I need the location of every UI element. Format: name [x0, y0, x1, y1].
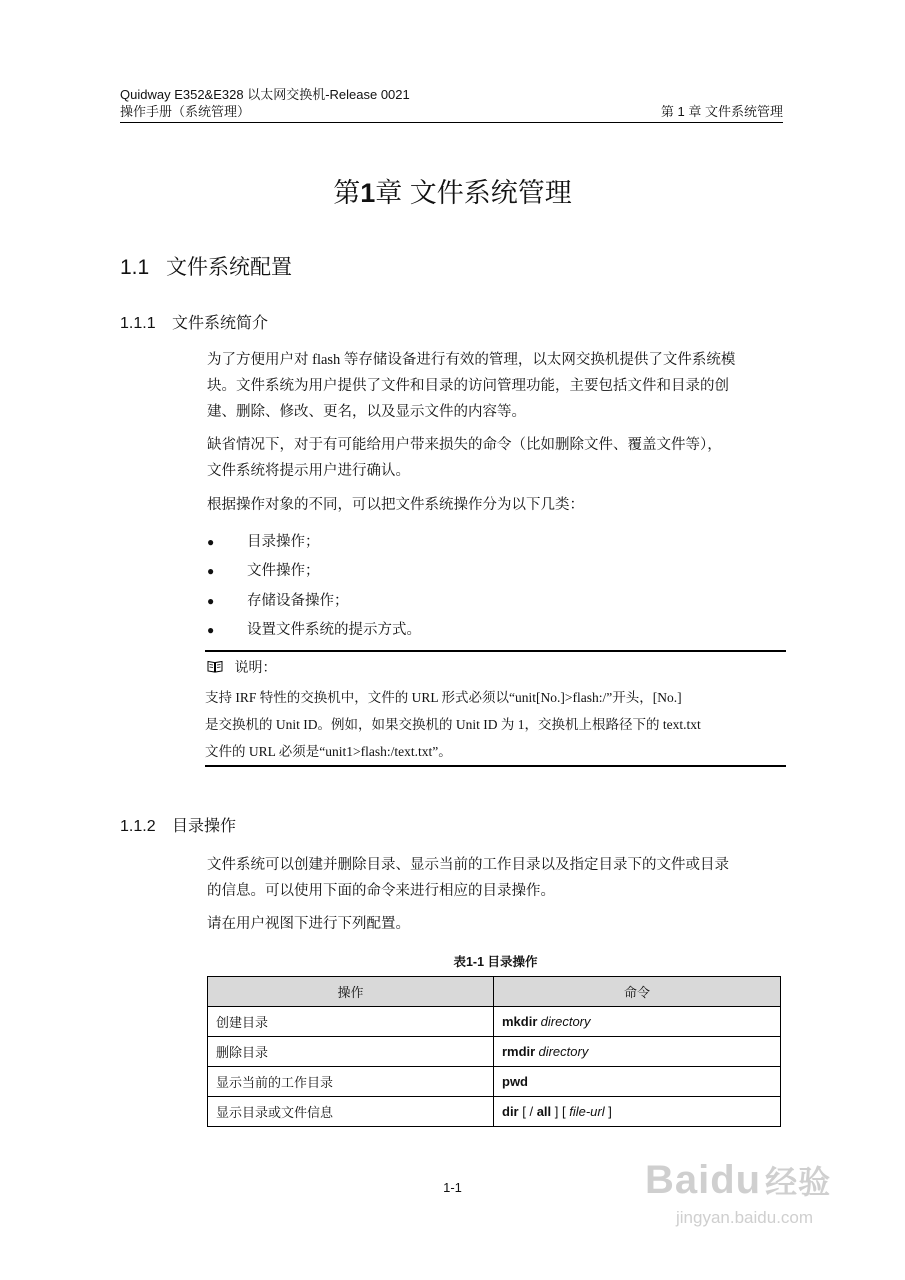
text-line: 的信息。可以使用下面的命令来进行相应的目录操作。: [207, 883, 555, 899]
header-rule: [120, 122, 783, 123]
section-title: 文件系统简介: [172, 315, 269, 332]
bullet-item: [207, 620, 421, 640]
op-cell: 创建目录: [208, 1007, 494, 1037]
cmd-syntax: [ /: [518, 1103, 537, 1119]
cmd-argument: file-url: [569, 1103, 605, 1119]
cmd-keyword-all: all: [536, 1103, 552, 1119]
bullet-item: [207, 561, 320, 581]
note-label: 说明：: [234, 661, 277, 676]
cmd-argument: directory: [540, 1013, 591, 1029]
bullet-item: [207, 591, 349, 611]
table-row: [208, 1037, 781, 1067]
bullet-dot-icon: ●: [207, 535, 215, 549]
note-heading: [207, 659, 277, 679]
note-top-rule: [205, 650, 786, 652]
text-line: 支持 IRF 特性的交换机中，文件的 URL 形式必须以“unit[No.]>flash:/”开头，[No.]: [205, 690, 682, 705]
note-bottom-rule: [205, 765, 786, 767]
book-icon: [207, 660, 223, 673]
watermark-url: jingyan.baidu.com: [676, 1208, 814, 1227]
table-row: [208, 1007, 781, 1037]
cmd-keyword: pwd: [502, 1073, 528, 1089]
text-line: 建、删除、修改、更名，以及显示文件的内容等。: [207, 404, 526, 420]
page-number: 1-1: [443, 1180, 462, 1195]
bullet-text: 设置文件系统的提示方式。: [247, 622, 421, 638]
section-number: 1.1.2: [120, 818, 156, 835]
command-table: [207, 976, 781, 1127]
text-line: 文件系统可以创建并删除目录、显示当前的工作目录以及指定目录下的文件或目录: [207, 857, 729, 873]
table-header-row: [208, 977, 781, 1007]
text-line: 文件系统将提示用户进行确认。: [207, 463, 410, 479]
cmd-cell: [494, 1007, 781, 1037]
text-line: 缺省情况下，对于有可能给用户带来损失的命令（比如删除文件、覆盖文件等），: [207, 437, 722, 453]
watermark-logo: [645, 1158, 831, 1204]
text-line: 为了方便用户对 flash 等存储设备进行有效的管理，以太网交换机提供了文件系统模: [207, 352, 736, 368]
op-cell: 删除目录: [208, 1037, 494, 1067]
bullet-text: 目录操作；: [247, 534, 320, 550]
section-1-1-heading: [120, 254, 292, 282]
cmd-syntax: ] [: [551, 1103, 570, 1119]
intro-paragraph-3: 根据操作对象的不同，可以把文件系统操作分为以下几类：: [207, 497, 584, 513]
note-body: [205, 684, 785, 765]
cmd-cell: [494, 1067, 781, 1097]
dir-paragraph-2: 请在用户视图下进行下列配置。: [207, 916, 410, 932]
section-title: 目录操作: [172, 818, 237, 835]
section-number: 1.1: [120, 256, 150, 279]
section-1-1-2-heading: [120, 816, 236, 838]
text-line: 文件的 URL 必须是“unit1>flash:/text.txt”。: [205, 744, 452, 759]
bullet-dot-icon: ●: [207, 623, 215, 637]
bullet-dot-icon: ●: [207, 594, 215, 608]
bullet-text: 文件操作；: [247, 563, 320, 579]
cmd-keyword: mkdir: [502, 1013, 538, 1029]
bullet-dot-icon: ●: [207, 564, 215, 578]
section-title: 文件系统配置: [166, 256, 292, 279]
watermark-brand: Baidu: [645, 1158, 762, 1202]
op-cell: 显示目录或文件信息: [208, 1097, 494, 1127]
cmd-keyword: dir: [502, 1103, 519, 1119]
table-row: [208, 1097, 781, 1127]
header-cell-command: 命令: [494, 977, 781, 1007]
table-caption: 表1-1 目录操作: [453, 955, 538, 969]
chapter-title: [0, 175, 905, 211]
cmd-cell: [494, 1097, 781, 1127]
dir-paragraph-1: [207, 852, 784, 904]
header-manual: 操作手册（系统管理）: [120, 104, 251, 119]
cmd-cell: [494, 1037, 781, 1067]
cmd-argument: directory: [538, 1043, 589, 1059]
intro-paragraph-2: [207, 432, 784, 484]
bullet-item: [207, 532, 320, 552]
intro-paragraph-1: [207, 347, 784, 425]
text-line: 是交换机的 Unit ID。例如，如果交换机的 Unit ID 为 1，交换机上根路径下的 text.txt: [205, 717, 701, 732]
header-product: Quidway E352&E328 以太网交换机-Release 0021: [120, 87, 410, 102]
table-row: [208, 1067, 781, 1097]
header-cell-operation: 操作: [208, 977, 494, 1007]
cmd-syntax: ]: [604, 1103, 612, 1119]
chapter-number: 1: [360, 178, 376, 208]
cmd-keyword: rmdir: [502, 1043, 536, 1059]
header-chapter-ref: 第 1 章 文件系统管理: [660, 104, 783, 119]
op-cell: 显示当前的工作目录: [208, 1067, 494, 1097]
text-line: 块。文件系统为用户提供了文件和目录的访问管理功能，主要包括文件和目录的创: [207, 378, 729, 394]
chapter-prefix: 第: [333, 178, 361, 208]
chapter-suffix: 章 文件系统管理: [375, 178, 572, 208]
watermark-cn: 经验: [765, 1164, 832, 1200]
bullet-text: 存储设备操作；: [247, 593, 349, 609]
section-1-1-1-heading: [120, 313, 268, 335]
section-number: 1.1.1: [120, 315, 156, 332]
